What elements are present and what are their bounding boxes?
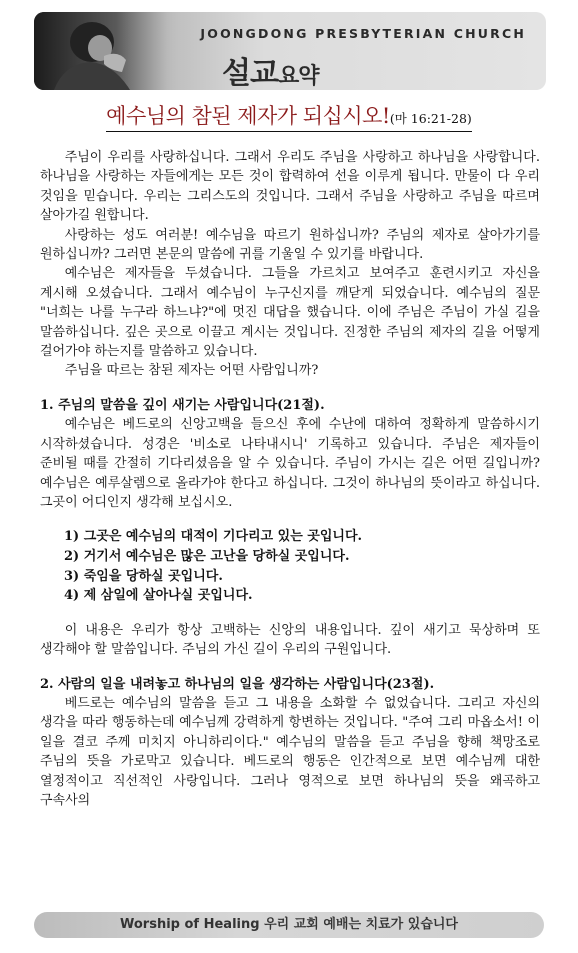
header-banner [34,12,546,90]
intro-paragraph-4: 주님을 따르는 참된 제자는 어떤 사람입니까? [64,363,319,379]
point-2-paragraph: 베드로는 예수님의 말씀을 듣고 그 내용을 소화할 수 없었습니다. 그리고 자신의 생각을 따라 행동하는데 예수님께 강력하게 항변하는 것입니다. "주여 그리 마옵소서! 이 일을 결코 주께 미치지 아니하리이다." 예수님의 말씀을 듣고 주님을 향해 책망조로 주님의 뜻을 가로막고 있습니다. 베드로의 행동은 인간적으로 보면 예수님께 대한 열정적이고 직선적인 사랑입니다. 그러나 영적으로 보면 하나님의 뜻을 왜곡하고 구속사의 [40,695,540,808]
intro-paragraph-2: 사랑하는 성도 여러분! 예수님을 따르기 원하십니까? 주님의 제자로 살아가기를 원하십니까? 그러면 본문의 말씀에 귀를 기울일 수 있기를 바랍니다. [40,227,540,263]
scripture-reference: (마 16:21-28) [389,111,472,126]
praying-woman-photo [34,12,184,90]
section-title [222,48,318,90]
point-1-paragraph: 예수님은 베드로의 신앙고백을 들으신 후에 수난에 대하여 정확하게 말씀하시기 시작하셨습니다. 성경은 '비소로 나타내시니' 기록하고 있습니다. 주님은 제자들이 준비될 때를 간절히 기다리셨음을 알 수 있습니다. 주님이 가시는 길은 어떤 길입니까? 예수님은 예루살렘으로 올라가야 한다고 하십니다. 그것이 하나님의 뜻이라고 하십니다. 그곳이 어디인지 생각해 보십시오. [40,417,540,510]
list-item: 2) 거기서 예수님은 많은 고난을 당하실 곳입니다. [64,548,350,564]
footer-banner: Worship of Healing 우리 교회 예배는 치료가 있습니다 [34,912,544,938]
section-title-sub: 요약 [277,64,319,89]
intro-paragraph-1: 주님이 우리를 사랑하십니다. 그래서 우리도 주님을 사랑하고 하나님을 사랑합니다. 하나님을 사랑하는 자들에게는 모든 것이 합력하여 선을 이루게 됩니다. 만물이 다 우리 것임을 믿습니다. 우리는 그리스도의 것입니다. 그래서 주님을 사랑하고 주님을 따르며 살아가길 원합니다. [40,150,540,224]
point-2-heading: 2. 사람의 일을 내려놓고 하나님의 일을 생각하는 사람입니다(23절). [40,676,435,692]
sermon-title-text: 예수님의 참된 제자가 되십시오! [106,104,390,128]
intro-paragraph-3: 예수님은 제자들을 두셨습니다. 그들을 가르치고 보여주고 훈련시키고 자신을 계시해 오셨습니다. 그래서 예수님이 누구신지를 깨닫게 되었습니다. 예수님의 질문 "너희는 나를 누구라 하느냐?"에 멋진 대답을 했습니다. 이에 주님은 주님이 가실 길을 말씀하십니다. 깊은 곳으로 이끌고 계시는 것입니다. 진정한 주님의 제자의 길을 어떻게 걸어가야 하는지를 말씀하고 있습니다. [40,266,540,360]
church-name: JOONGDONG PRESBYTERIAN CHURCH [200,26,526,41]
list-item: 4) 제 삼일에 살아나실 곳입니다. [64,588,253,604]
sermon-title [0,100,578,132]
list-item: 1) 그곳은 예수님의 대적이 기다리고 있는 곳입니다. [64,529,363,545]
sermon-summary-body [40,148,540,810]
point-1-heading: 1. 주님의 말씀을 깊이 새기는 사람입니다(21절). [40,397,325,413]
point-1-closing: 이 내용은 우리가 항상 고백하는 신앙의 내용입니다. 깊이 새기고 묵상하며 또 생각해야 할 말씀입니다. 주님의 가신 길이 우리의 구원입니다. [40,622,540,658]
section-title-main: 설교 [222,56,278,90]
point-1-list [40,527,540,605]
list-item: 3) 죽임을 당하실 곳입니다. [64,568,223,584]
